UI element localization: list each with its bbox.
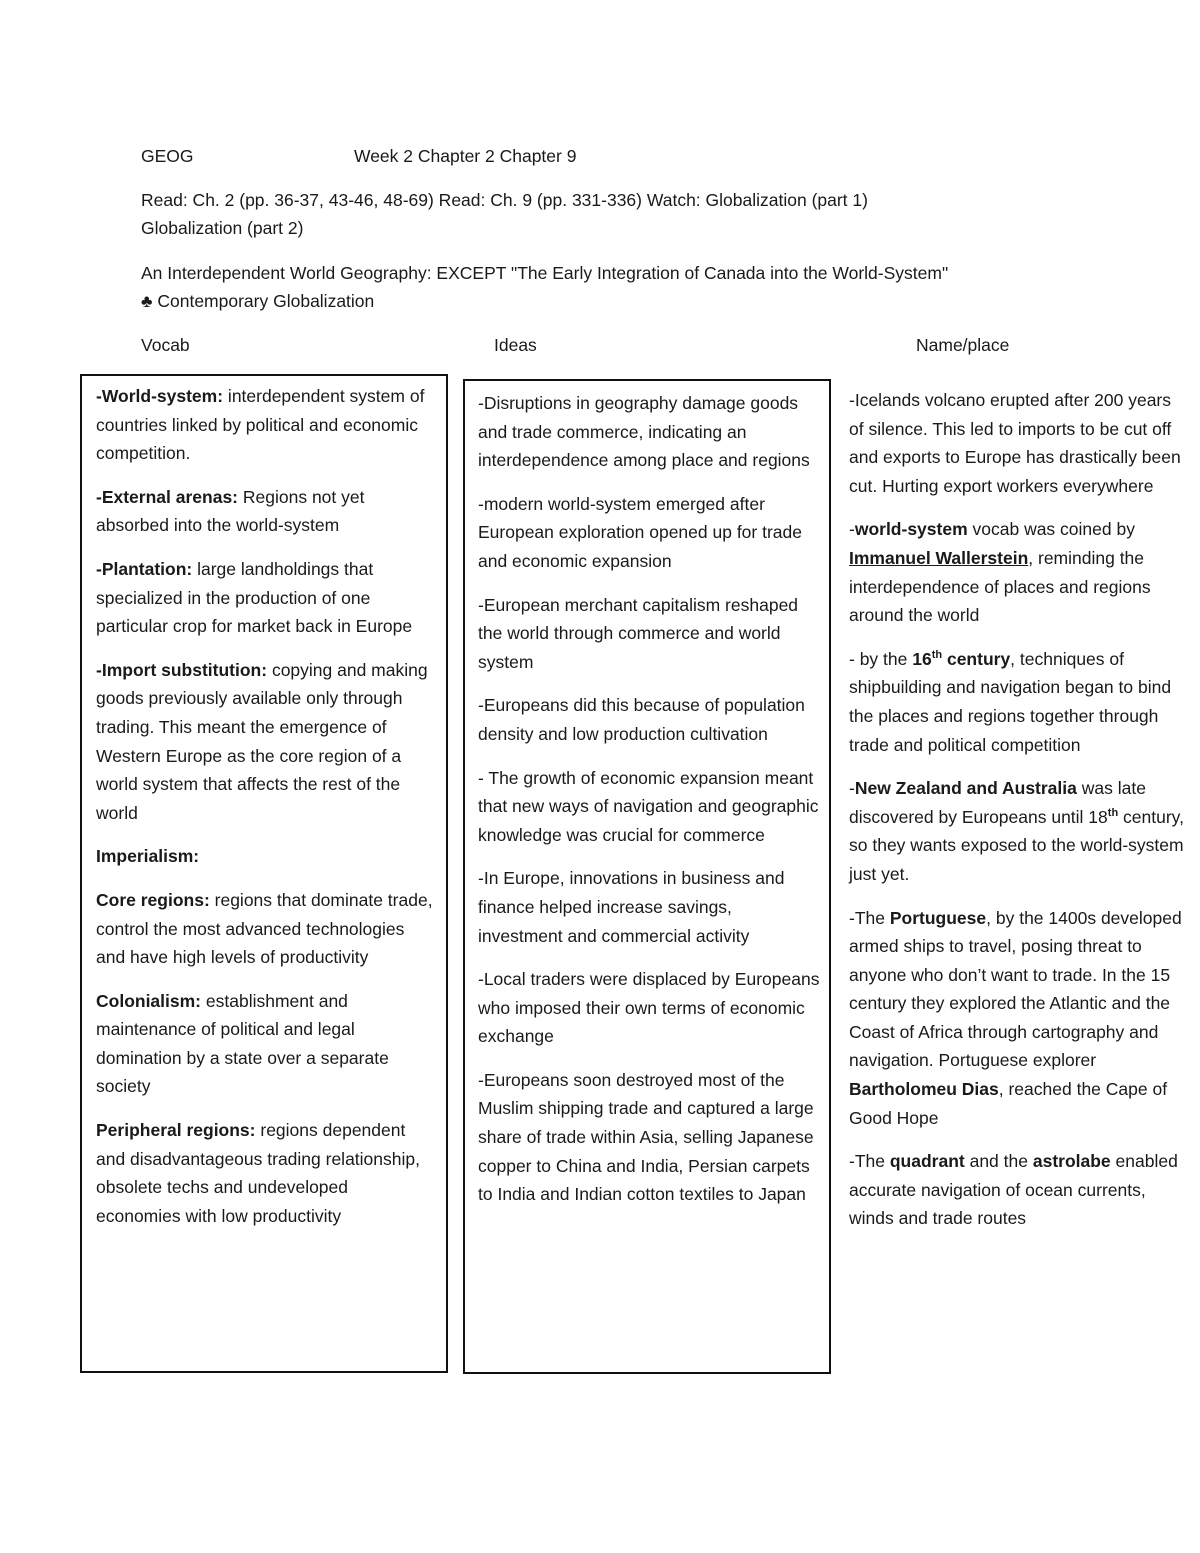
vocab-column-heading: Vocab [141,335,190,355]
superscript: th [931,648,943,661]
text-run: , by the 1400s developed armed ships to travel, posing threat to anyone who don’t want to trade. In the 15 century they explored the Atlantic and the Coast of Africa through cartography and navigation. Portuguese explorer [849,907,1182,1071]
vocab-entry [96,382,436,468]
superscript: th [1107,806,1119,819]
text-run: enabled accurate navigation of ocean currents, winds and trade routes [849,1151,1178,1229]
vocab-definition: interdependent system of countries linked by political and economic competition. [96,386,425,464]
vocab-term: Core regions: [96,889,210,910]
vocab-entry [96,483,436,540]
vocab-entry [96,842,436,871]
idea-item: -modern world-system emerged after European exploration opened up for trade and economic expansion [478,493,802,571]
text-run: , reminding the interdependence of places and regions around the world [849,547,1151,626]
vocab-definition: regions dependent and disadvantageous trading relationship, obsolete techs and undeveloped economies with low productivity [96,1120,420,1226]
vocab-entry [96,987,436,1101]
bold-term: New Zealand and Australia [854,778,1077,799]
name-place-column-heading: Name/place [916,335,1010,355]
readings-line-2: Globalization (part 2) [141,218,304,238]
name-place-item [849,904,1189,1133]
vocab-term: Colonialism: [96,990,202,1011]
vocab-term: Peripheral regions: [96,1120,256,1141]
idea-item: -Europeans did this because of population density and low production cultivation [478,695,805,744]
vocab-entry [96,555,436,641]
vocab-definition: copying and making goods previously available only through trading. This meant the emergence of Western Europe as the core region of a world system that affects the rest of the world [96,659,428,823]
topic-line-1: An Interdependent World Geography: EXCEPT "The Early Integration of Canada into the World-System" [141,263,949,283]
text-run: -The [849,1151,890,1172]
topic-line-2-text: Contemporary Globalization [157,291,375,311]
bold-term: quadrant [889,1151,965,1172]
text-run: vocab was coined by [967,519,1135,540]
vocab-entry [96,886,436,972]
underlined-name: Immanuel Wallerstein [849,547,1029,568]
vocab-term: Imperialism: [96,846,200,867]
course-label: GEOG [141,146,194,166]
idea-item: -Europeans soon destroyed most of the Muslim shipping trade and captured a large share of trade within Asia, selling Japanese copper to China and India, Persian carpets to India and Indian cotton textiles to Japan [478,1069,814,1205]
vocab-definition: large landholdings that specialized in the production of one particular crop for market back in Europe [96,558,413,637]
name-place-item [849,1147,1189,1233]
text-run: and the [964,1151,1033,1172]
name-place-item: -Icelands volcano erupted after 200 years of silence. This led to imports to be cut off and exports to Europe has drastically been cut. Hurting export workers everywhere [849,390,1181,496]
text-run: was late discovered by Europeans until 18 [849,778,1146,827]
name-place-item [849,774,1189,888]
week-title: Week 2 Chapter 2 Chapter 9 [354,146,577,166]
vocab-list [96,382,436,1245]
name-place-item [849,515,1189,629]
name-place-item [849,645,1189,759]
text-run: -The [849,907,890,928]
text-run: , reached the Cape of Good Hope [849,1079,1168,1128]
topic-line-2 [141,288,374,315]
idea-item: - The growth of economic expansion meant that new ways of navigation and geographic knowledge was crucial for commerce [478,767,819,845]
vocab-definition: establishment and maintenance of political and legal domination by a state over a separate society [96,990,389,1097]
idea-item: -Local traders were displaced by Europeans who imposed their own terms of economic exchange [478,969,820,1047]
vocab-term: -External arenas: [96,486,239,507]
idea-item: -Disruptions in geography damage goods and trade commerce, indicating an interdependence among place and regions [478,393,810,471]
idea-item: -In Europe, innovations in business and finance helped increase savings, investment and commercial activity [478,868,785,946]
readings-line-1: Read: Ch. 2 (pp. 36-37, 43-46, 48-69) Read: Ch. 9 (pp. 331-336) Watch: Globalization (part 1) [141,190,868,210]
text-run: - [849,519,855,540]
vocab-entry [96,1116,436,1230]
bold-term: astrolabe [1032,1151,1111,1172]
club-bullet-icon: ♣ [141,291,153,311]
name-place-list [849,386,1189,1248]
idea-item: -European merchant capitalism reshaped the world through commerce and world system [478,594,799,672]
bold-term: Portuguese [889,907,987,928]
vocab-definition: regions that dominate trade, control the most advanced technologies and have high levels of productivity [96,889,433,968]
bold-term: world-system [854,519,968,540]
vocab-term: -Plantation: [96,558,193,579]
vocab-definition: Regions not yet absorbed into the world-system [96,486,365,536]
text-run: century, so they wants exposed to the world-system just yet. [849,806,1184,884]
vocab-term: -World-system: [96,386,224,406]
bold-term: Bartholomeu Dias [849,1079,999,1100]
vocab-term: -Import substitution: [96,659,268,680]
text-run: , techniques of shipbuilding and navigation began to bind the places and regions together through trade and political competition [849,648,1172,755]
ideas-list [478,389,820,1224]
bold-term: 16 [912,648,932,669]
bold-term: century [942,648,1011,669]
text-run: - [849,778,855,799]
ideas-column-heading: Ideas [494,335,537,355]
vocab-entry [96,656,436,828]
text-run: - by the [849,648,913,669]
